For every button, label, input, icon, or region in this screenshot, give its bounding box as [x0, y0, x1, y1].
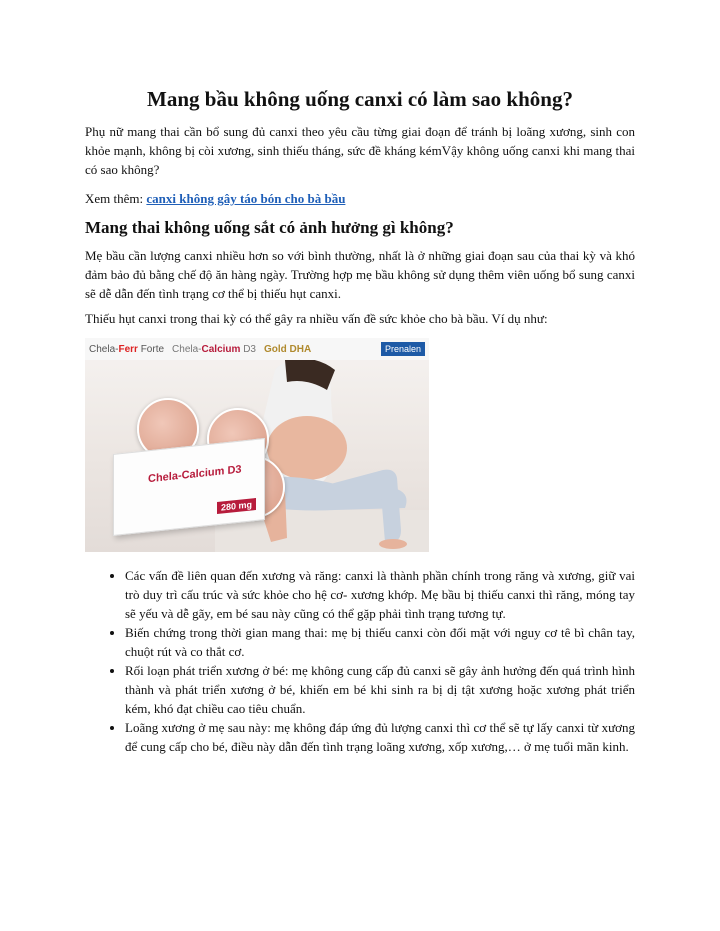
section-paragraph-1: Mẹ bầu cần lượng canxi nhiều hơn so với bình thường, nhất là ở những giai đoạn sau của thai kỳ và khó đảm bảo đủ bằng chế độ ăn hàng ngày. Trường hợp mẹ bầu không sử dụng thêm viên uống bổ sung canxi sẽ dễ dẫn đến tình trạng cơ thể bị thiếu hụt canxi.	[85, 248, 635, 301]
pregnancy-calcium-image	[85, 338, 429, 552]
page-title: Mang bầu không uống canxi có làm sao không?	[147, 87, 573, 111]
list-item: • Các vấn đề liên quan đến xương và răng: canxi là thành phần chính trong răng và xương, giữ vai trò duy trì cấu trúc và sức khỏe cho hệ cơ- xương khớp. Mẹ bầu bị thiếu canxi thì răng, móng tay sẽ yếu và dễ gãy, em bé sau này cũng có thể gặp phải tình trạng tương tự.	[125, 566, 635, 623]
brand-gold-dha: Gold DHA	[263, 343, 312, 355]
brand-chela-ferr-forte: Chela-Ferr Forte	[89, 343, 165, 355]
list-item: • Loãng xương ở mẹ sau này: mẹ không đáp ứng đủ lượng canxi thì cơ thể sẽ tự lấy canxi từ xương để cung cấp cho bé, điều này dẫn đến tình trạng loãng xương, xốp xương,… ở mẹ tuổi mãn kinh.	[125, 718, 635, 756]
brand-bar	[85, 338, 429, 360]
product-box-dose: 280 mg	[217, 498, 256, 514]
see-more-line	[85, 189, 635, 208]
see-more-link[interactable]: canxi không gây táo bón cho bà bầu	[146, 191, 346, 206]
intro-paragraph: Phụ nữ mang thai cần bổ sung đủ canxi theo yêu cầu từng giai đoạn để tránh bị loãng xương, sinh con khỏe mạnh, không bị còi xương, sinh thiếu tháng, sức đề kháng kémVậy không uống canxi khi mang thai có sao không?	[85, 124, 635, 177]
product-box	[113, 438, 265, 536]
list-item: • Rối loạn phát triển xương ở bé: mẹ không cung cấp đủ canxi sẽ gây ảnh hưởng đến quá trình hình thành và phát triển xương ở bé, khiến em bé khi sinh ra bị dị tật xương hoặc xương phát triển kém, khó đạt chiều cao tiêu chuẩn.	[125, 661, 635, 718]
brand-prenalen: Prenalen	[381, 342, 425, 356]
see-more-label: Xem thêm:	[85, 191, 147, 206]
article	[85, 84, 635, 756]
symptom-list	[85, 566, 635, 756]
list-item: • Biến chứng trong thời gian mang thai: mẹ bị thiếu canxi còn đối mặt với nguy cơ tê bì chân tay, chuột rút và co thắt cơ.	[125, 623, 635, 661]
brand-chela-calcium: Chela-Calcium D3	[172, 343, 256, 355]
section-heading: Mang thai không uống sắt có ảnh hưởng gì không?	[85, 218, 454, 237]
product-box-brand: Chela-Calcium D3	[148, 463, 242, 486]
section-paragraph-2: Thiếu hụt canxi trong thai kỳ có thể gây ra nhiều vấn đề sức khỏe cho bà bầu. Ví dụ như:	[85, 311, 548, 326]
